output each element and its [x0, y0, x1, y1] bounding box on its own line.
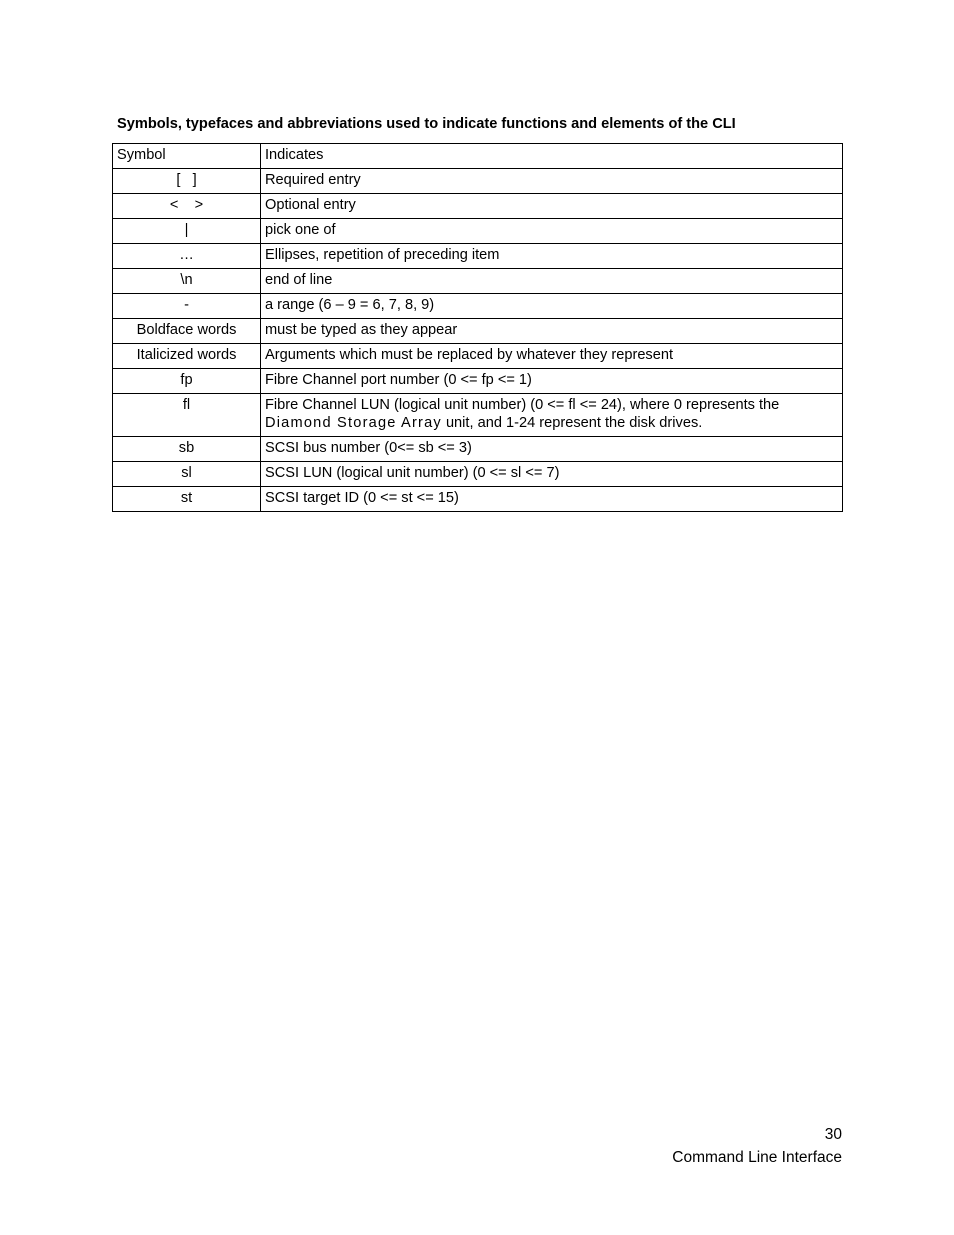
footer-title: Command Line Interface	[672, 1149, 842, 1166]
row-indicates: Ellipses, repetition of preceding item	[261, 244, 843, 269]
row-symbol: sb	[113, 437, 261, 462]
row-indicates: Fibre Channel port number (0 <= fp <= 1)	[261, 369, 843, 394]
row-symbol: Italicized words	[113, 344, 261, 369]
header-indicates: Indicates	[261, 144, 843, 169]
table-row	[113, 319, 843, 344]
row-indicates: SCSI LUN (logical unit number) (0 <= sl <= 7)	[261, 462, 843, 487]
table-row	[113, 487, 843, 512]
table-row	[113, 244, 843, 269]
page-number: 30	[824, 1126, 842, 1143]
row-indicates: SCSI target ID (0 <= st <= 15)	[261, 487, 843, 512]
table-caption: Symbols, typefaces and abbreviations used to indicate functions and elements of the CLI	[117, 116, 736, 132]
table-row	[113, 437, 843, 462]
row-indicates	[261, 394, 843, 437]
table-row	[113, 344, 843, 369]
row-symbol: sl	[113, 462, 261, 487]
table-row	[113, 269, 843, 294]
symbols-table	[112, 143, 843, 512]
row-symbol: [ ]	[113, 169, 261, 194]
indicates-tail: unit, and 1-24 represent the disk drives.	[441, 415, 703, 431]
table-row	[113, 294, 843, 319]
table-row	[113, 369, 843, 394]
row-indicates: end of line	[261, 269, 843, 294]
table-header-row	[113, 144, 843, 169]
row-symbol: fp	[113, 369, 261, 394]
row-symbol: fl	[113, 394, 261, 437]
table-row	[113, 394, 843, 437]
row-symbol: Boldface words	[113, 319, 261, 344]
row-indicates: SCSI bus number (0<= sb <= 3)	[261, 437, 843, 462]
table-row	[113, 169, 843, 194]
row-indicates: Arguments which must be replaced by whatever they represent	[261, 344, 843, 369]
row-symbol: |	[113, 219, 261, 244]
row-indicates: Required entry	[261, 169, 843, 194]
row-indicates: pick one of	[261, 219, 843, 244]
row-symbol: < >	[113, 194, 261, 219]
row-indicates: Optional entry	[261, 194, 843, 219]
row-indicates: a range (6 – 9 = 6, 7, 8, 9)	[261, 294, 843, 319]
table-row	[113, 462, 843, 487]
row-symbol: …	[113, 244, 261, 269]
header-symbol: Symbol	[113, 144, 261, 169]
row-indicates: must be typed as they appear	[261, 319, 843, 344]
product-name: Diamond Storage Array	[265, 415, 442, 431]
table-row	[113, 219, 843, 244]
table-row	[113, 194, 843, 219]
row-symbol: st	[113, 487, 261, 512]
row-symbol: \n	[113, 269, 261, 294]
row-symbol: -	[113, 294, 261, 319]
indicates-line1: Fibre Channel LUN (logical unit number) (0 <= fl <= 24), where 0 represents the	[265, 397, 780, 413]
